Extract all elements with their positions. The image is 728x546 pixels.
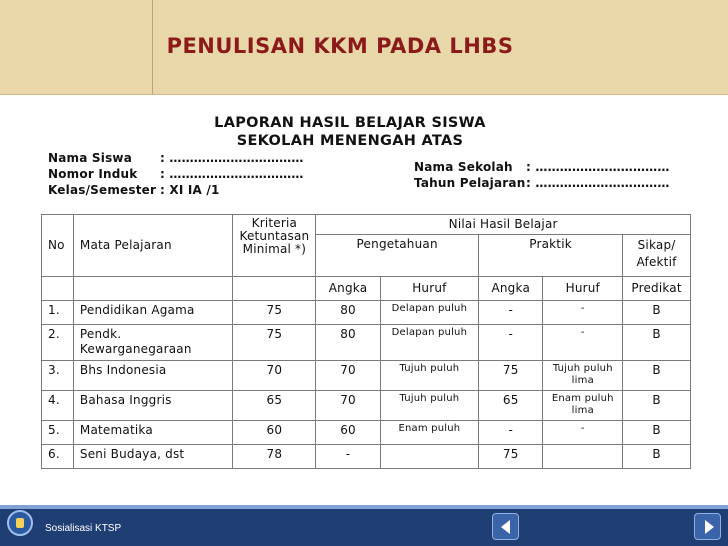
row-no: 3.	[42, 361, 74, 391]
header-row-3	[42, 277, 691, 301]
kelas-semester-label: Kelas/Semester	[48, 183, 157, 197]
header-pengetahuan: Pengetahuan	[316, 235, 479, 277]
nama-sekolah-value: : ……………………………	[526, 160, 670, 174]
report-title-line2: SEKOLAH MENENGAH ATAS	[236, 133, 464, 149]
tahun-pelajaran-label: Tahun Pelajaran	[414, 176, 526, 190]
row-mata-pelajaran: Pendk. Kewarganegaraan	[73, 325, 233, 361]
row-no: 5.	[42, 421, 74, 445]
table-row	[42, 391, 691, 421]
row-mata-pelajaran: Matematika	[73, 421, 233, 445]
row-kkm: 78	[233, 445, 316, 469]
table-row	[42, 421, 691, 445]
row-mata-pelajaran: Seni Budaya, dst	[73, 445, 233, 469]
row-pengetahuan-angka: 80	[316, 301, 380, 325]
row-praktik-huruf	[543, 445, 623, 469]
row-praktik-huruf: Tujuh puluh lima	[543, 361, 623, 391]
row-pengetahuan-huruf: Tujuh puluh	[380, 361, 478, 391]
slide-footer	[0, 505, 728, 546]
grades-table	[41, 214, 691, 469]
row-predikat: B	[623, 445, 691, 469]
row-kkm: 75	[233, 325, 316, 361]
nama-sekolah-label: Nama Sekolah	[414, 160, 513, 174]
table-row	[42, 361, 691, 391]
row-no: 6.	[42, 445, 74, 469]
row-praktik-angka: 65	[479, 391, 543, 421]
row-mata-pelajaran: Bahasa Inggris	[73, 391, 233, 421]
row-mata-pelajaran: Bhs Indonesia	[73, 361, 233, 391]
header-praktik: Praktik	[479, 235, 623, 277]
nama-sekolah-row	[414, 159, 670, 175]
arrow-left-icon	[501, 520, 510, 534]
slide-header	[0, 0, 728, 95]
table-row	[42, 301, 691, 325]
student-info	[48, 150, 304, 198]
report-title	[160, 114, 540, 150]
row-kkm: 70	[233, 361, 316, 391]
header-predikat: Predikat	[623, 277, 691, 301]
row-pengetahuan-angka: 70	[316, 391, 380, 421]
nomor-induk-label: Nomor Induk	[48, 167, 138, 181]
row-no: 1.	[42, 301, 74, 325]
school-info	[414, 159, 670, 191]
header-kkm: Kriteria Ketuntasan Minimal *)	[233, 215, 316, 277]
row-no: 4.	[42, 391, 74, 421]
nama-siswa-value: : ……………………………	[160, 151, 304, 165]
nama-siswa-label: Nama Siswa	[48, 151, 133, 165]
kelas-semester-value: : XI IA /1	[160, 183, 220, 197]
row-kkm: 65	[233, 391, 316, 421]
header-blank-kkm	[233, 277, 316, 301]
row-praktik-huruf: -	[543, 325, 623, 361]
row-kkm: 60	[233, 421, 316, 445]
nomor-induk-row	[48, 166, 304, 182]
row-praktik-angka: 75	[479, 361, 543, 391]
slide-title: PENULISAN KKM PADA LHBS	[166, 34, 514, 58]
row-kkm: 75	[233, 301, 316, 325]
row-pengetahuan-angka: 80	[316, 325, 380, 361]
next-slide-button[interactable]	[694, 513, 721, 540]
header-angka-praktik: Angka	[479, 277, 543, 301]
table-row	[42, 445, 691, 469]
row-predikat: B	[623, 301, 691, 325]
footer-strip	[0, 505, 728, 509]
row-pengetahuan-huruf	[380, 445, 478, 469]
row-pengetahuan-angka: 70	[316, 361, 380, 391]
row-no: 2.	[42, 325, 74, 361]
row-praktik-angka: 75	[479, 445, 543, 469]
nama-siswa-row	[48, 150, 304, 166]
kelas-semester-row	[48, 182, 304, 198]
table-row	[42, 325, 691, 361]
header-row-1	[42, 215, 691, 235]
header-mata-pelajaran: Mata Pelajaran	[73, 215, 233, 277]
nomor-induk-value: : ……………………………	[160, 167, 304, 181]
row-pengetahuan-angka: -	[316, 445, 380, 469]
row-predikat: B	[623, 325, 691, 361]
header-blank-no	[42, 277, 74, 301]
header-sikap-afektif: Sikap/ Afektif	[623, 235, 691, 277]
row-predikat: B	[623, 421, 691, 445]
row-praktik-angka: -	[479, 325, 543, 361]
row-praktik-angka: -	[479, 301, 543, 325]
header-no: No	[42, 215, 74, 277]
row-praktik-angka: -	[479, 421, 543, 445]
header-nilai-hasil-belajar: Nilai Hasil Belajar	[316, 215, 691, 235]
tahun-pelajaran-row	[414, 175, 670, 191]
row-praktik-huruf: Enam puluh lima	[543, 391, 623, 421]
header-blank-mapel	[73, 277, 233, 301]
row-mata-pelajaran: Pendidikan Agama	[73, 301, 233, 325]
row-praktik-huruf: -	[543, 421, 623, 445]
tahun-pelajaran-value: : ……………………………	[526, 176, 670, 190]
logo-icon	[7, 510, 33, 536]
row-pengetahuan-angka: 60	[316, 421, 380, 445]
report-title-line1: LAPORAN HASIL BELAJAR SISWA	[214, 115, 486, 131]
row-pengetahuan-huruf: Delapan puluh	[380, 325, 478, 361]
arrow-right-icon	[705, 520, 714, 534]
header-huruf-praktik: Huruf	[543, 277, 623, 301]
row-predikat: B	[623, 391, 691, 421]
header-angka-pengetahuan: Angka	[316, 277, 380, 301]
row-predikat: B	[623, 361, 691, 391]
row-praktik-huruf: -	[543, 301, 623, 325]
header-side-panel	[0, 0, 152, 94]
row-pengetahuan-huruf: Delapan puluh	[380, 301, 478, 325]
previous-slide-button[interactable]	[492, 513, 519, 540]
footer-text: Sosialisasi KTSP	[45, 523, 122, 534]
row-pengetahuan-huruf: Enam puluh	[380, 421, 478, 445]
row-pengetahuan-huruf: Tujuh puluh	[380, 391, 478, 421]
header-huruf-pengetahuan: Huruf	[380, 277, 478, 301]
